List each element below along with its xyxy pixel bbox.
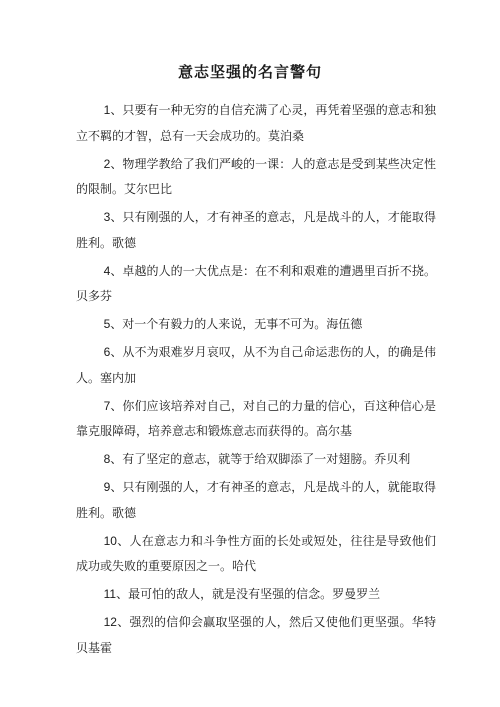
quote-item: 7、你们应该培养对自己，对自己的力量的信心，百这种信心是靠克服障碍，培养意志和锻炼意志而获得的。高尔基 (76, 398, 436, 438)
quote-text: 对一个有毅力的人来说，无事不可为。海伍德 (122, 317, 363, 331)
quote-number: 7 (103, 398, 111, 413)
quote-item: 3、只有刚强的人，才有神圣的意志，凡是战斗的人，才能取得胜利。歌德 (76, 210, 436, 250)
quote-item: 4、卓越的人的一大优点是：在不利和艰难的遭遇里百折不挠。贝多芬 (76, 263, 436, 303)
quote-item: 8、有了坚定的意志，就等于给双脚添了一对翅膀。乔贝利 (103, 452, 411, 466)
quote-item: 6、从不为艰难岁月哀叹，从不为自己命运悲伤的人，的确是伟人。塞内加 (76, 345, 436, 385)
quote-item: 11、最可怕的敌人，就是没有坚强的信念。罗曼罗兰 (103, 587, 381, 601)
quote-text: 物理学教给了我们严峻的一课：人的意志是受到某些决定性的限制。艾尔巴比 (76, 156, 436, 196)
quote-number: 5 (103, 317, 111, 331)
quote-item: 12、强烈的信仰会赢取坚强的人，然后又使他们更坚强。华特贝基霍 (76, 615, 436, 655)
quote-item: 2、物理学教给了我们严峻的一课：人的意志是受到某些决定性的限制。艾尔巴比 (76, 156, 436, 196)
quote-text: 卓越的人的一大优点是：在不利和艰难的遭遇里百折不挠。贝多芬 (76, 263, 436, 303)
quote-text: 最可怕的敌人，就是没有坚强的信念。罗曼罗兰 (128, 587, 381, 601)
quote-number: 12 (103, 615, 117, 629)
quote-text: 只有刚强的人，才有神圣的意志，凡是战斗的人，才能取得胜利。歌德 (76, 210, 436, 250)
quote-item: 9、只有刚强的人，才有神圣的意志，凡是战斗的人，就能取得胜利。歌德 (76, 480, 436, 520)
quote-number: 2 (103, 156, 111, 171)
quote-list (76, 98, 436, 664)
quote-number: 10 (103, 533, 117, 548)
quote-number: 3 (103, 210, 111, 224)
quote-text: 强烈的信仰会赢取坚强的人，然后又使他们更坚强。华特贝基霍 (76, 615, 436, 655)
quote-number: 9 (103, 480, 111, 494)
quote-item: 5、对一个有毅力的人来说，无事不可为。海伍德 (103, 317, 363, 331)
quote-number: 4 (103, 263, 111, 278)
quote-text: 只有刚强的人，才有神圣的意志，凡是战斗的人，就能取得胜利。歌德 (76, 480, 436, 520)
quote-number: 11 (103, 587, 117, 601)
quote-text: 你们应该培养对自己，对自己的力量的信心，百这种信心是靠克服障碍，培养意志和锻炼意志而获得的。高尔基 (76, 398, 436, 438)
quote-number: 8 (103, 452, 111, 466)
quote-number: 6 (103, 345, 111, 359)
quote-text: 有了坚定的意志，就等于给双脚添了一对翅膀。乔贝利 (122, 452, 411, 466)
quote-item: 1、只要有一种无穷的自信充满了心灵，再凭着坚强的意志和独立不羁的才智，总有一天会成功的。莫泊桑 (76, 103, 436, 143)
document-title: 意志坚强的名言警句 (177, 63, 322, 81)
quote-number: 1 (103, 103, 111, 117)
quote-text: 从不为艰难岁月哀叹，从不为自己命运悲伤的人，的确是伟人。塞内加 (76, 345, 436, 385)
quote-text: 人在意志力和斗争性方面的长处或短处，往往是导致他们成功或失败的重要原因之一。哈代 (76, 533, 436, 573)
quote-text: 只要有一种无穷的自信充满了心灵，再凭着坚强的意志和独立不羁的才智，总有一天会成功的。莫泊桑 (76, 103, 436, 143)
quote-item: 10、人在意志力和斗争性方面的长处或短处，往往是导致他们成功或失败的重要原因之一。哈代 (76, 533, 436, 573)
